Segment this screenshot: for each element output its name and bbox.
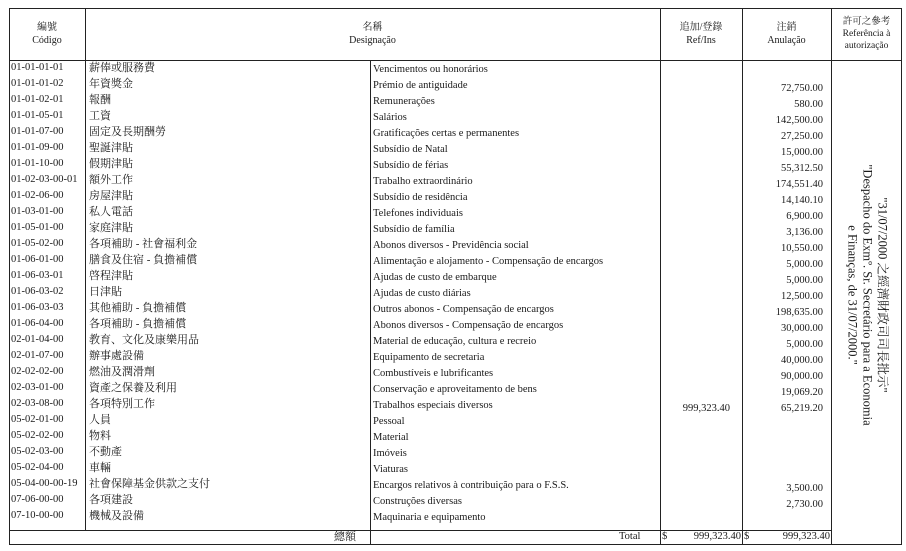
table-border-bottom <box>9 544 902 545</box>
row-code: 01-01-10-00 <box>11 158 64 169</box>
row-code: 05-02-03-00 <box>11 446 64 457</box>
row-ref: 999,323.40 <box>682 403 730 414</box>
header-auth-pt1: Referência à <box>842 29 891 39</box>
row-zh: 各項補助 - 負擔補償 <box>89 318 187 330</box>
header-ref-zh: 追加/登錄 <box>679 22 723 33</box>
row-an: 12,500.00 <box>781 291 823 302</box>
row-code: 01-03-01-00 <box>11 206 64 217</box>
row-an: 14,140.10 <box>781 195 823 206</box>
row-code: 01-01-05-01 <box>11 110 64 121</box>
total-label-zh: 總額 <box>334 531 356 543</box>
row-zh: 家庭津貼 <box>89 222 133 234</box>
column-divider-code <box>85 8 86 530</box>
row-pt: Telefones individuais <box>373 208 463 219</box>
row-pt: Ajudas de custo diárias <box>373 288 471 299</box>
header-code-pt: Código <box>32 35 62 46</box>
row-code: 01-01-09-00 <box>11 142 64 153</box>
row-pt: Trabalho extraordinário <box>373 176 473 187</box>
header-auth-zh: 許可之參考 <box>842 17 891 27</box>
row-pt: Subsídio de Natal <box>373 144 448 155</box>
row-pt: Equipamento de secretaria <box>373 352 485 363</box>
row-pt: Abonos diversos - Compensação de encargos <box>373 320 564 331</box>
authorization-line-3: e Finanças, de 31/07/2000." <box>845 225 859 365</box>
row-an: 72,750.00 <box>781 83 823 94</box>
row-code: 07-06-00-00 <box>11 494 64 505</box>
row-zh: 薪俸或服務費 <box>89 62 155 74</box>
row-zh: 年資獎金 <box>89 78 133 90</box>
row-zh: 假期津貼 <box>89 158 133 170</box>
row-pt: Pessoal <box>373 416 405 427</box>
row-code: 01-05-01-00 <box>11 222 64 233</box>
row-an: 174,551.40 <box>775 179 823 190</box>
total-currency-ref: $ <box>662 531 668 542</box>
row-zh: 辦事處設備 <box>89 350 144 362</box>
row-an: 580.00 <box>794 99 823 110</box>
row-code: 05-04-00-00-19 <box>11 478 78 489</box>
row-zh: 日津貼 <box>89 286 122 298</box>
header-annul-zh: 注銷 <box>776 22 797 33</box>
column-divider-annul <box>742 8 743 544</box>
total-currency-annul: $ <box>744 531 750 542</box>
row-zh: 教育、文化及康樂用品 <box>89 334 199 346</box>
row-code: 02-03-08-00 <box>11 398 64 409</box>
row-an: 2,730.00 <box>786 499 823 510</box>
row-code: 01-02-03-00-01 <box>11 174 78 185</box>
row-code: 01-01-02-01 <box>11 94 64 105</box>
row-code: 02-03-01-00 <box>11 382 64 393</box>
row-zh: 社會保障基金供款之支付 <box>89 478 210 490</box>
total-label-pt: Total <box>619 531 641 542</box>
row-pt: Construções diversas <box>373 496 462 507</box>
row-code: 01-01-01-01 <box>11 62 64 73</box>
row-zh: 報酬 <box>89 94 111 106</box>
row-code: 02-01-07-00 <box>11 350 64 361</box>
row-code: 05-02-01-00 <box>11 414 64 425</box>
row-an: 142,500.00 <box>775 115 823 126</box>
row-pt: Ajudas de custo de embarque <box>373 272 497 283</box>
row-pt: Gratificações certas e permanentes <box>373 128 520 139</box>
table-border-left <box>9 8 10 544</box>
row-zh: 私人電話 <box>89 206 133 218</box>
row-code: 01-01-07-00 <box>11 126 64 137</box>
row-code: 01-06-03-03 <box>11 302 64 313</box>
row-pt: Vencimentos ou honorários <box>373 64 488 75</box>
total-annul-value: 999,323.40 <box>782 531 830 542</box>
row-an: 65,219.20 <box>781 403 823 414</box>
row-code: 05-02-02-00 <box>11 430 64 441</box>
row-pt: Prémio de antiguidade <box>373 80 468 91</box>
row-an: 6,900.00 <box>786 211 823 222</box>
row-code: 02-01-04-00 <box>11 334 64 345</box>
row-pt: Maquinaria e equipamento <box>373 512 486 523</box>
row-zh: 工資 <box>89 110 111 122</box>
row-code: 01-06-01-00 <box>11 254 64 265</box>
authorization-line-1: "31/07/2000 之經濟財政司司長批示" <box>875 197 889 393</box>
header-name-pt: Designação <box>349 35 396 46</box>
row-an: 55,312.50 <box>781 163 823 174</box>
header-authorization <box>831 8 902 60</box>
row-pt: Abonos diversos - Previdência social <box>373 240 529 251</box>
row-pt: Material <box>373 432 409 443</box>
column-divider-ref <box>660 8 661 544</box>
row-an: 90,000.00 <box>781 371 823 382</box>
header-code-zh: 編號 <box>37 22 57 33</box>
row-code: 01-01-01-02 <box>11 78 64 89</box>
header-code <box>9 8 85 60</box>
budget-document <box>9 8 902 544</box>
row-an: 15,000.00 <box>781 147 823 158</box>
row-zh: 其他補助 - 負擔補償 <box>89 302 187 314</box>
row-an: 3,500.00 <box>786 483 823 494</box>
row-pt: Imóveis <box>373 448 407 459</box>
header-name <box>85 8 660 60</box>
header-annul-pt: Anulação <box>767 35 806 46</box>
header-auth-pt2: autorização <box>844 41 889 51</box>
row-pt: Alimentação e alojamento - Compensação de encargos <box>373 256 604 267</box>
row-pt: Remunerações <box>373 96 435 107</box>
row-an: 5,000.00 <box>786 275 823 286</box>
row-zh: 人員 <box>89 414 111 426</box>
row-zh: 啓程津貼 <box>89 270 133 282</box>
row-zh: 各項特別工作 <box>89 398 155 410</box>
row-an: 19,069.20 <box>781 387 823 398</box>
row-pt: Encargos relativos à contribuição para o F.S.S. <box>373 480 569 491</box>
row-pt: Salários <box>373 112 407 123</box>
total-ref-value: 999,323.40 <box>693 531 741 542</box>
row-zh: 房屋津貼 <box>89 190 133 202</box>
header-ref-pt: Ref/Ins <box>686 35 716 46</box>
row-pt: Combustíveis e lubrificantes <box>373 368 494 379</box>
row-code: 01-06-03-02 <box>11 286 64 297</box>
row-an: 5,000.00 <box>786 259 823 270</box>
row-code: 01-06-04-00 <box>11 318 64 329</box>
row-code: 01-05-02-00 <box>11 238 64 249</box>
row-zh: 燃油及潤滑劑 <box>89 366 155 378</box>
row-code: 02-02-02-00 <box>11 366 64 377</box>
row-pt: Material de educação, cultura e recreio <box>373 336 537 347</box>
row-an: 27,250.00 <box>781 131 823 142</box>
row-an: 5,000.00 <box>786 339 823 350</box>
row-pt: Viaturas <box>373 464 408 475</box>
row-zh: 額外工作 <box>89 174 133 186</box>
row-zh: 資產之保養及利用 <box>89 382 177 394</box>
header-ref <box>660 8 742 60</box>
row-pt: Subsídio de família <box>373 224 455 235</box>
row-an: 40,000.00 <box>781 355 823 366</box>
row-pt: Conservação e aproveitamento de bens <box>373 384 537 395</box>
row-zh: 物料 <box>89 430 111 442</box>
row-an: 30,000.00 <box>781 323 823 334</box>
row-zh: 固定及長期酬勞 <box>89 126 166 138</box>
row-zh: 不動產 <box>89 446 122 458</box>
row-pt: Subsídio de residência <box>373 192 468 203</box>
row-zh: 車輛 <box>89 462 111 474</box>
row-zh: 聖誕津貼 <box>89 142 133 154</box>
header-annul <box>742 8 831 60</box>
header-name-zh: 名稱 <box>362 22 383 33</box>
row-pt: Trabalhos especiais diversos <box>373 400 493 411</box>
row-an: 198,635.00 <box>775 307 823 318</box>
row-code: 05-02-04-00 <box>11 462 64 473</box>
row-zh: 各項補助 - 社會福利金 <box>89 238 198 250</box>
row-code: 01-06-03-01 <box>11 270 64 281</box>
row-zh: 機械及設備 <box>89 510 144 522</box>
row-pt: Subsídio de férias <box>373 160 449 171</box>
authorization-reference <box>831 60 902 530</box>
row-zh: 膳食及住宿 - 負擔補償 <box>89 254 198 266</box>
column-divider-lang <box>370 60 371 544</box>
row-an: 10,550.00 <box>781 243 823 254</box>
row-code: 07-10-00-00 <box>11 510 64 521</box>
row-code: 01-02-06-00 <box>11 190 64 201</box>
authorization-line-2: "Despacho do Exmº. Sr. Secretário para a Economia <box>860 164 874 426</box>
row-zh: 各項建設 <box>89 494 133 506</box>
row-an: 3,136.00 <box>786 227 823 238</box>
row-pt: Outros abonos - Compensação de encargos <box>373 304 554 315</box>
